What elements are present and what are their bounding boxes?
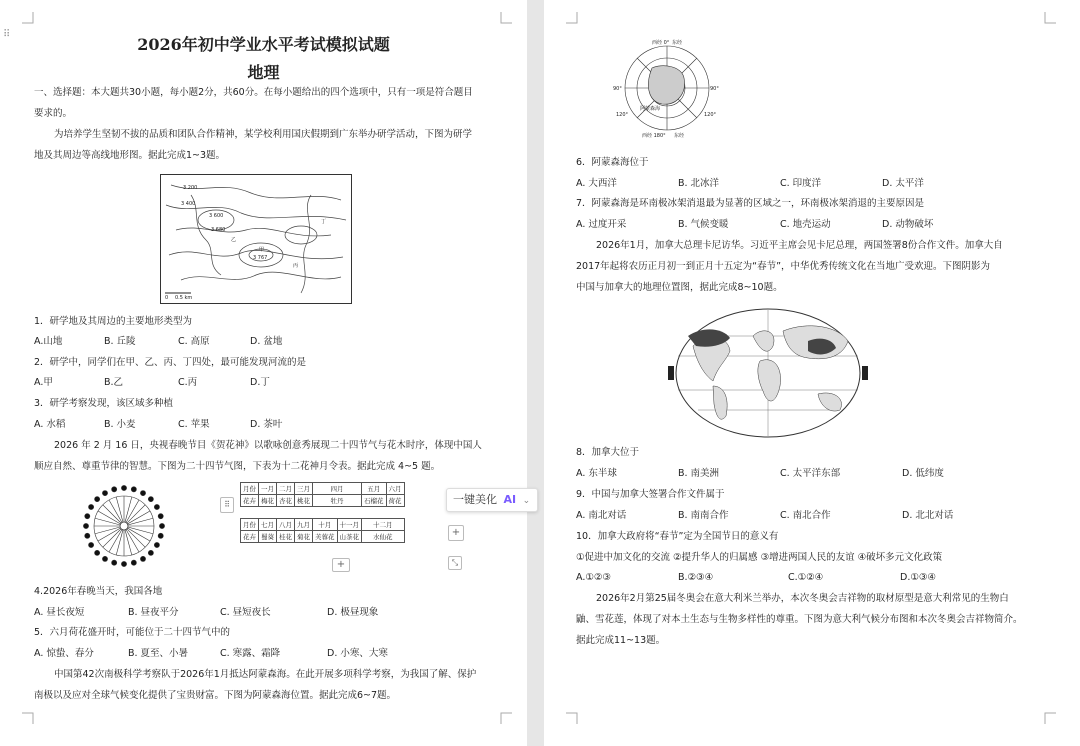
question-4: 4.2026年春晚当天，我国各地 — [34, 586, 163, 597]
q3-option-d: D. 茶叶 — [250, 419, 283, 430]
q3-option-b: B. 小麦 — [104, 419, 136, 430]
table-cell: 山茶花 — [337, 531, 362, 543]
q10-option-d: D.①③④ — [900, 572, 936, 583]
map-label: 3 680 — [211, 227, 226, 233]
q7-option-b: B. 气候变暖 — [678, 219, 729, 230]
solar-term-dot — [154, 542, 159, 547]
solar-term-dot — [88, 542, 93, 547]
q3-option-c: C. 苹果 — [178, 419, 210, 430]
q10-option-b: B.②③④ — [678, 572, 714, 583]
corner-mark-bottom-left — [566, 712, 578, 724]
table-cell: 五月 — [362, 483, 387, 495]
q6-option-a: A. 大西洋 — [576, 178, 617, 189]
intro-text: 为培养学生坚韧不拔的品质和团队合作精神，某学校利用国庆假期到广东举办研学活动，下图为研学 — [54, 129, 473, 140]
intro-text: 2026年1月，加拿大总理卡尼访华。习近平主席会见卡尼总理，两国签署8份合作文件。加拿大自 — [596, 240, 1003, 251]
solar-term-dot — [159, 523, 164, 528]
table-cell: 十一月 — [337, 519, 362, 531]
table-cell: 荷花 — [386, 495, 404, 507]
wheel-spoke — [95, 518, 124, 526]
intro-text: 2026年2月第25届冬奥会在意大利米兰举办，本次冬奥会吉祥物的取材原型是意大利常见的生物白 — [596, 593, 1009, 604]
q2-option-d: D.丁 — [250, 377, 270, 388]
table-cell: 蜀葵 — [259, 531, 277, 543]
solar-term-dot — [140, 556, 145, 561]
table-cell: 十二月 — [362, 519, 405, 531]
map-label: 90° — [710, 86, 719, 92]
wheel-spoke — [124, 518, 153, 526]
solar-term-dot — [131, 487, 136, 492]
q9-option-d: D. 北北对话 — [902, 510, 954, 521]
wheel-spoke — [116, 526, 124, 555]
page-left — [0, 0, 531, 746]
table-cell: 水仙花 — [362, 531, 405, 543]
intro-text: 鼬、雪花莲，体现了对本土生态与生物多样性的尊重。下图为意大利气候分布图和本次冬奥会吉祥物简介。 — [576, 614, 1023, 625]
table-cell: 九月 — [295, 519, 313, 531]
wheel-spoke — [124, 526, 153, 534]
map-label: 3 200 — [183, 185, 198, 191]
q2-option-a: A.甲 — [34, 377, 53, 388]
intro-text: 中国与加拿大的地理位置图，据此完成8~10题。 — [576, 282, 783, 293]
wheel-spoke — [116, 497, 124, 526]
resize-table-icon[interactable]: ⤡ — [448, 556, 462, 570]
question-5: 5．六月荷花盛开时，可能位于二十四节气中的 — [34, 627, 231, 638]
q8-option-d: D. 低纬度 — [902, 468, 944, 479]
q8-option-b: B. 南美洲 — [678, 468, 720, 479]
q6-option-b: B. 北冰洋 — [678, 178, 720, 189]
q10-option-c: C.①②④ — [788, 572, 824, 583]
q4-option-c: C. 昼短夜长 — [220, 607, 271, 618]
table-cell: 八月 — [277, 519, 295, 531]
section-heading: 一、选择题：本大题共30小题，每小题2分，共60分。在每小题给出的四个选项中，只有一项是符合题目 — [34, 87, 473, 98]
solar-term-dot — [85, 533, 90, 538]
scale-label: 0.5 km — [175, 295, 193, 301]
solar-term-dot — [158, 533, 163, 538]
table-cell: 三月 — [295, 483, 313, 495]
q5-option-b: B. 夏至、小暑 — [128, 648, 189, 659]
map-label: 3 767 — [253, 255, 268, 261]
corner-mark-bottom-left — [22, 712, 34, 724]
page-title: 2026年初中学业水平考试模拟试题 — [137, 35, 390, 54]
solar-term-dot — [148, 550, 153, 555]
intro-text: 南极以及应对全球气候变化提供了宝贵财富。下图为阿蒙森海位置。据此完成6~7题。 — [34, 690, 397, 701]
page-right — [544, 0, 1080, 746]
q5-option-a: A. 惊蛰、春分 — [34, 648, 94, 659]
table-cell: 牡丹 — [313, 495, 362, 507]
table-row — [241, 519, 405, 531]
map-label: 西经 180° — [642, 133, 666, 139]
map-label: 东经 — [672, 40, 683, 46]
table-cell: 菊花 — [295, 531, 313, 543]
map-label: 90° — [613, 86, 622, 92]
q6-option-c: C. 印度洋 — [780, 178, 822, 189]
solar-term-dot — [112, 560, 117, 565]
map-label: 甲 — [259, 247, 265, 253]
corner-mark-top-right — [500, 12, 512, 24]
table-cell: 石榴花 — [362, 495, 387, 507]
subject-title: 地理 — [247, 63, 280, 82]
q9-option-b: B. 南南合作 — [678, 510, 729, 521]
q10-option-a: A.①②③ — [576, 572, 611, 583]
intro-text: 顺应自然、尊重节律的智慧。下图为二十四节气图，下表为十二花神月令表。据此完成 4~5 题。 — [34, 461, 441, 472]
solar-term-dot — [148, 497, 153, 502]
q9-option-c: C. 南北合作 — [780, 510, 831, 521]
map-label: 乙 — [231, 237, 237, 243]
map-label: 西经 0° — [652, 40, 670, 46]
flower-calendar-table[interactable] — [240, 482, 405, 543]
solar-term-dot — [102, 490, 107, 495]
intro-text: 中国第42次南极科学考察队于2026年1月抵达阿蒙森海。在此开展多项科学考察，为我国了解、保护 — [54, 669, 477, 680]
contour-map — [160, 174, 352, 304]
ai-badge: AI — [503, 493, 517, 506]
q2-option-b: B.乙 — [104, 377, 124, 388]
q3-option-a: A. 水稻 — [34, 419, 66, 430]
q6-option-d: D. 太平洋 — [882, 178, 924, 189]
beautify-label: 一键美化 — [453, 493, 497, 506]
table-cell: 七月 — [259, 519, 277, 531]
table-cell: 芙蓉花 — [313, 531, 338, 543]
table-row — [241, 483, 405, 495]
q1-option-c: C. 高原 — [178, 336, 210, 347]
table-row — [241, 531, 405, 543]
corner-mark-bottom-right — [500, 712, 512, 724]
one-click-beautify-button[interactable] — [446, 488, 538, 512]
intro-text: 2017年起将农历正月初一到正月十五定为“春节”，中华优秀传统文化在当地广受欢迎。下图阴影为 — [576, 261, 991, 272]
table-cell: 月份 — [241, 519, 259, 531]
table-row — [241, 495, 405, 507]
map-label: 3 400 — [181, 201, 196, 207]
solar-term-dot — [121, 485, 126, 490]
corner-mark-top-left — [566, 12, 578, 24]
scale-label: 0 — [165, 295, 169, 301]
question-3: 3．研学考察发现，该区域多种植 — [34, 398, 174, 409]
table-drag-handle-icon[interactable]: ⠿ — [220, 497, 234, 513]
solar-term-dot — [112, 487, 117, 492]
table-cell: 四月 — [313, 483, 362, 495]
q4-option-a: A. 昼长夜短 — [34, 607, 85, 618]
map-label: 东经 — [674, 133, 685, 139]
q4-option-b: B. 昼夜平分 — [128, 607, 179, 618]
q1-option-b: B. 丘陵 — [104, 336, 136, 347]
add-row-button[interactable]: + — [332, 558, 350, 572]
solar-term-dot — [158, 514, 163, 519]
table-cell: 一月 — [259, 483, 277, 495]
q1-option-d: D. 盆地 — [250, 336, 283, 347]
solar-terms-wheel — [68, 476, 180, 576]
intro-text: 据此完成11~13题。 — [576, 635, 666, 646]
table-cell: 十月 — [313, 519, 338, 531]
q1-option-a: A.山地 — [34, 336, 63, 347]
solar-term-dot — [83, 523, 88, 528]
table-cell: 桂花 — [277, 531, 295, 543]
intro-text: 地及其周边等高线地形图。据此完成1~3题。 — [34, 150, 226, 161]
q7-option-a: A. 过度开采 — [576, 219, 627, 230]
solar-term-dot — [140, 490, 145, 495]
q2-option-c: C.丙 — [178, 377, 198, 388]
table-cell: 梅花 — [259, 495, 277, 507]
solar-term-dot — [121, 561, 126, 566]
antarctic-polar-map — [612, 38, 722, 138]
question-6: 6．阿蒙森海位于 — [576, 157, 649, 168]
table-cell: 杏花 — [277, 495, 295, 507]
q10-statements: ①促进中加文化的交流 ②提升华人的归属感 ③增进两国人民的友谊 ④破坏多元文化政策 — [576, 552, 943, 563]
map-label: 3 600 — [209, 213, 224, 219]
q8-option-a: A. 东半球 — [576, 468, 617, 479]
map-label: 阿蒙森海 — [640, 106, 661, 112]
solar-term-dot — [95, 550, 100, 555]
corner-mark-top-left — [22, 12, 34, 24]
table-cell: 二月 — [277, 483, 295, 495]
table-cell: 月份 — [241, 483, 259, 495]
corner-mark-top-right — [1044, 12, 1056, 24]
solar-term-dot — [88, 504, 93, 509]
q5-option-c: C. 寒露、霜降 — [220, 648, 281, 659]
solar-term-dot — [85, 514, 90, 519]
solar-term-dot — [95, 497, 100, 502]
question-10: 10．加拿大政府将“春节”定为全国节日的意义有 — [576, 531, 779, 542]
drag-handle-icon[interactable]: ⠿ — [3, 29, 11, 40]
table-cell: 花卉 — [241, 495, 259, 507]
q7-option-d: D. 动物破坏 — [882, 219, 934, 230]
solar-term-dot — [102, 556, 107, 561]
table-cell: 六月 — [386, 483, 404, 495]
q5-option-d: D. 小寒、大寒 — [327, 648, 388, 659]
table-cell: 花卉 — [241, 531, 259, 543]
question-1: 1．研学地及其周边的主要地形类型为 — [34, 316, 193, 327]
world-map-china-canada — [668, 306, 868, 440]
corner-mark-bottom-right — [1044, 712, 1056, 724]
wheel-spoke — [95, 526, 124, 534]
chevron-down-icon[interactable]: ⌄ — [522, 496, 531, 506]
q8-option-c: C. 太平洋东部 — [780, 468, 841, 479]
q9-option-a: A. 南北对话 — [576, 510, 627, 521]
question-2: 2．研学中，同学们在甲、乙、丙、丁四处，最可能发现河流的是 — [34, 357, 307, 368]
map-label: 120° — [616, 112, 629, 118]
solar-term-dot — [154, 504, 159, 509]
intro-text: 2026 年 2 月 16 日，央视春晚节目《贺花神》以歌咏创意秀展现二十四节气与花木时序，体现中国人 — [54, 440, 482, 451]
wheel-spoke — [124, 526, 132, 555]
solar-term-dot — [131, 560, 136, 565]
section-heading-cont: 要求的。 — [34, 108, 73, 119]
question-9: 9．中国与加拿大签署合作文件属于 — [576, 489, 725, 500]
add-column-button[interactable]: + — [448, 525, 464, 541]
q7-option-c: C. 地壳运动 — [780, 219, 831, 230]
wheel-spoke — [124, 497, 132, 526]
q4-option-d: D. 极昼现象 — [327, 607, 379, 618]
question-7: 7．阿蒙森海是环南极冰架消退最为显著的区域之一，环南极冰架消退的主要原因是 — [576, 198, 925, 209]
map-label: 丁 — [321, 219, 327, 225]
map-label: 丙 — [293, 263, 299, 269]
table-cell: 桃花 — [295, 495, 313, 507]
map-label: 120° — [704, 112, 717, 118]
question-8: 8．加拿大位于 — [576, 447, 640, 458]
